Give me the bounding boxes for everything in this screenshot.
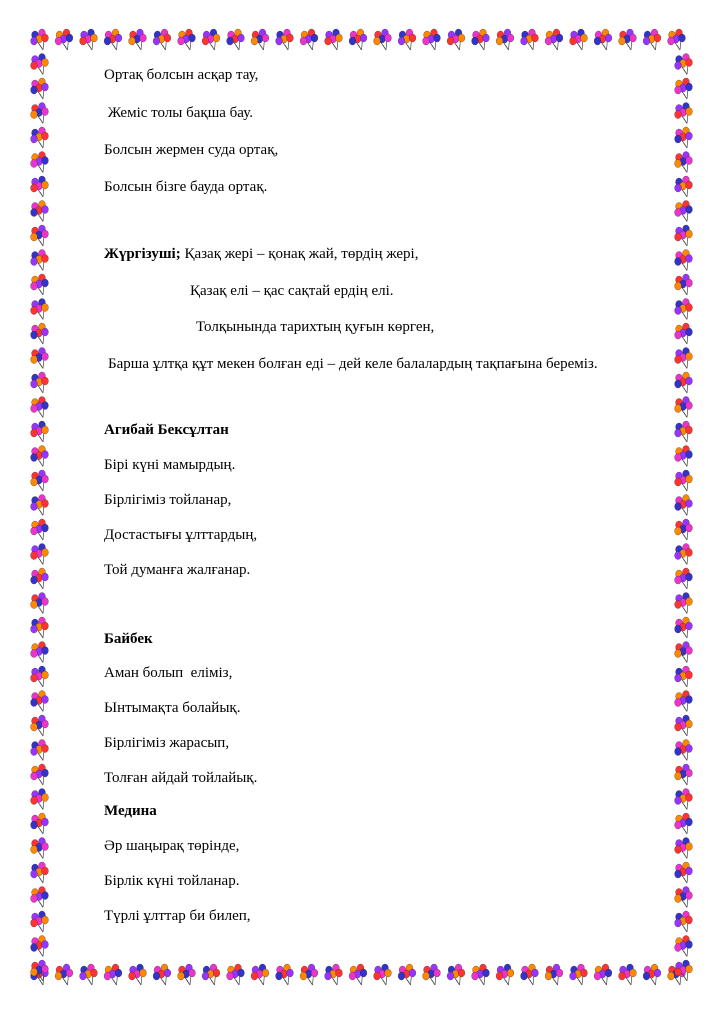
presenter-line: Қазақ елі – қас сақтай ердің елі. (190, 283, 394, 299)
poem-line: Бірлігіміз тойланар, (104, 492, 232, 508)
poem-line: Бірлік күні тойланар. (104, 873, 240, 889)
poem-line: Аман болып еліміз, (104, 665, 233, 681)
presenter-label: Жүргізуші; (104, 246, 181, 262)
poem-line: Бірлігіміз жарасып, (104, 735, 230, 751)
speaker-name: Медина (104, 803, 157, 819)
poem-line: Жеміс толы бақша бау. (104, 105, 253, 121)
presenter-text: Қазақ жері – қонақ жай, төрдің жері, (180, 246, 419, 262)
poem-line: Той думанға жалғанар. (104, 562, 251, 578)
poem-line: Болсын жермен суда ортақ, (104, 142, 279, 158)
speaker-name: Байбек (104, 631, 153, 647)
poem-line: Ортақ болсын асқар тау, (104, 67, 259, 83)
poem-line: Болсын бізге бауда ортақ. (104, 179, 268, 195)
poem-line: Ынтымақта болайық. (104, 700, 241, 716)
poem-line: Түрлі ұлттар би билеп, (104, 908, 251, 924)
speaker-name: Агибай Бексұлтан (104, 422, 229, 438)
poem-line: Бірі күні мамырдың. (104, 457, 236, 473)
poem-line: Әр шаңырақ төрінде, (104, 838, 240, 854)
presenter-line (104, 245, 418, 263)
poem-line: Толған айдай тойлайық. (104, 770, 258, 786)
presenter-line: Толқынында тарихтың қуғын көрген, (196, 319, 435, 335)
presenter-line: Барша ұлтқа құт мекен болған еді – дей келе балалардың тақпағына береміз. (108, 356, 598, 372)
poem-line: Достастығы ұлттардың, (104, 527, 258, 543)
